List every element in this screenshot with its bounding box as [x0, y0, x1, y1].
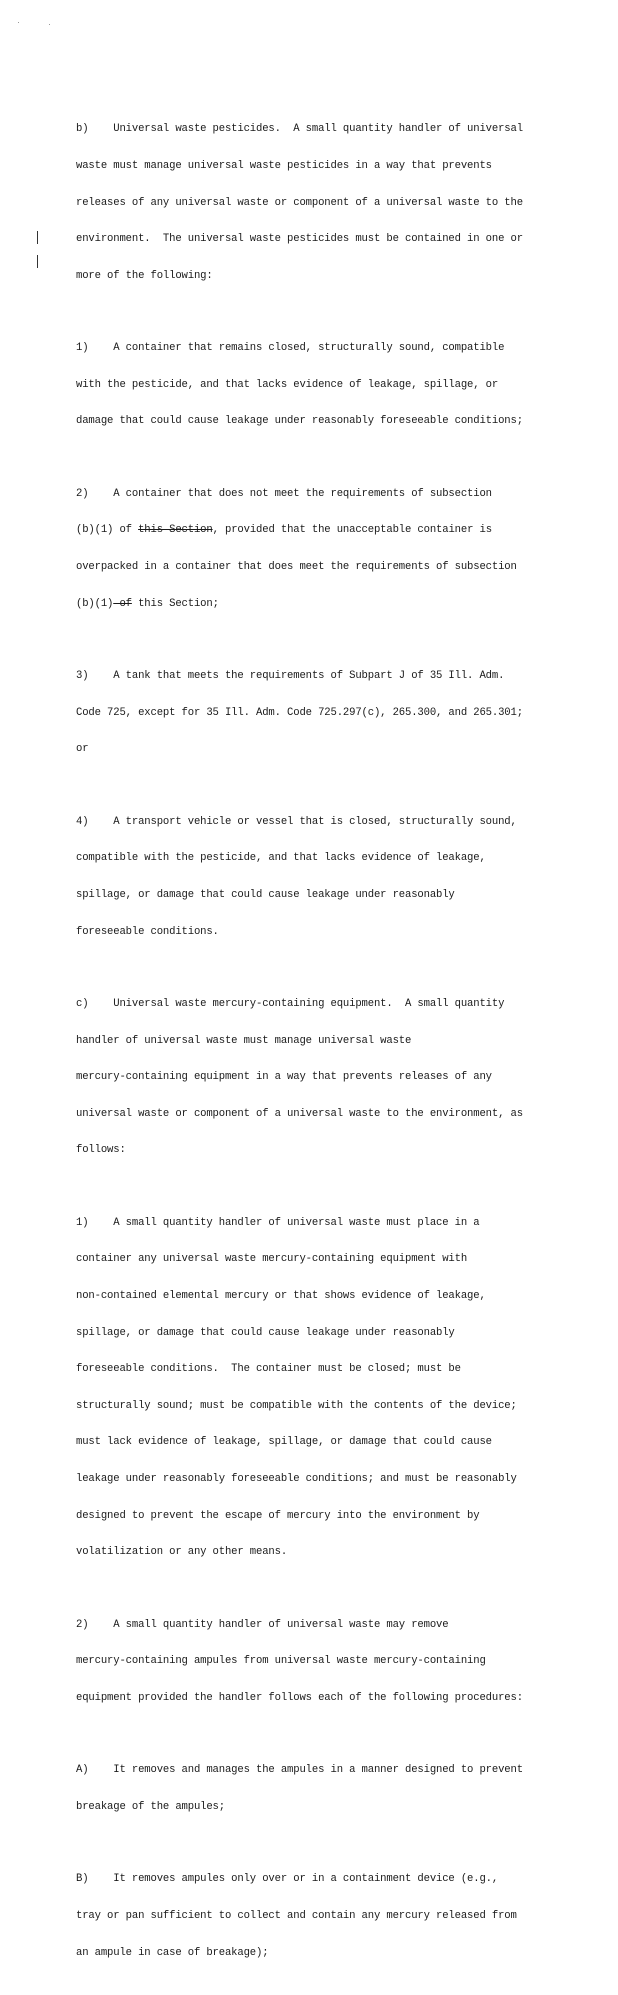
text-line: leakage under reasonably foreseeable conditions; and must be reasonably: [76, 1473, 517, 1486]
text-line: A) It removes and manages the ampules in a manner designed to prevent: [76, 1764, 523, 1777]
text-segment: this Section;: [131, 597, 219, 610]
text-line: b) Universal waste pesticides. A small quantity handler of universal: [76, 123, 523, 136]
text-line: designed to prevent the escape of mercury into the environment by: [76, 1509, 480, 1522]
paragraph-b1: [76, 318, 546, 452]
text-line: 1) A small quantity handler of universal waste must place in a: [76, 1216, 480, 1229]
text-line: handler of universal waste must manage universal waste: [76, 1034, 412, 1047]
text-line: overpacked in a container that does meet the requirements of subsection: [76, 561, 517, 574]
document-body: [76, 99, 546, 1995]
paragraph-c2: [76, 1594, 546, 1728]
text-line: structurally sound; must be compatible with the contents of the device;: [76, 1399, 517, 1412]
text-segment: (b)(1): [76, 597, 114, 610]
text-line: non-contained elemental mercury or that shows evidence of leakage,: [76, 1290, 486, 1303]
text-line: 2) A small quantity handler of universal waste may remove: [76, 1618, 449, 1631]
text-line: waste must manage universal waste pesticides in a way that prevents: [76, 160, 492, 173]
text-line: volatilization or any other means.: [76, 1546, 288, 1559]
text-line: 2) A container that does not meet the requirements of subsection: [76, 487, 492, 500]
paragraph-b3: [76, 646, 546, 780]
text-line: foreseeable conditions.: [76, 925, 219, 938]
text-line: universal waste or component of a universal waste to the environment, as: [76, 1107, 523, 1120]
text-line: spillage, or damage that could cause leakage under reasonably: [76, 888, 455, 901]
text-line: or: [76, 743, 89, 756]
text-line: container any universal waste mercury-containing equipment with: [76, 1253, 468, 1266]
text-line: with the pesticide, and that lacks evidence of leakage, spillage, or: [76, 378, 499, 391]
revision-bar: [37, 255, 38, 268]
text-line: Code 725, except for 35 Ill. Adm. Code 725.297(c), 265.300, and 265.301;: [76, 706, 523, 719]
revision-bar: [37, 231, 38, 244]
text-line: c) Universal waste mercury-containing equipment. A small quantity: [76, 997, 505, 1010]
struck-text: this Section: [138, 524, 213, 537]
text-line: tray or pan sufficient to collect and contain any mercury released from: [76, 1909, 517, 1922]
text-line: mercury-containing ampules from universal waste mercury-containing: [76, 1655, 486, 1668]
text-segment: , provided that the unacceptable container is: [212, 524, 492, 537]
text-line: equipment provided the handler follows each of the following procedures:: [76, 1691, 523, 1704]
text-line: 1) A container that remains closed, structurally sound, compatible: [76, 342, 505, 355]
text-line: spillage, or damage that could cause leakage under reasonably: [76, 1326, 455, 1339]
paragraph-c2A: [76, 1740, 546, 1838]
text-line: follows:: [76, 1144, 126, 1157]
text-line: must lack evidence of leakage, spillage, or damage that could cause: [76, 1436, 492, 1449]
paragraph-c2B: [76, 1849, 546, 1983]
text-line: environment. The universal waste pesticides must be contained in one or: [76, 233, 523, 246]
text-line: 3) A tank that meets the requirements of Subpart J of 35 Ill. Adm.: [76, 670, 505, 683]
scan-speck: [18, 22, 19, 23]
text-line-amended: [76, 524, 546, 536]
text-segment: (b)(1) of: [76, 524, 139, 537]
paragraph-c1: [76, 1192, 546, 1583]
text-line: compatible with the pesticide, and that lacks evidence of leakage,: [76, 852, 486, 865]
struck-text: of: [113, 597, 132, 610]
text-line-amended: [76, 598, 546, 610]
text-line: an ampule in case of breakage);: [76, 1946, 269, 1959]
text-line: B) It removes ampules only over or in a containment device (e.g.,: [76, 1873, 499, 1886]
paragraph-c: [76, 974, 546, 1181]
paragraph-b2: [76, 463, 546, 634]
text-line: foreseeable conditions. The container must be closed; must be: [76, 1363, 461, 1376]
text-line: 4) A transport vehicle or vessel that is closed, structurally sound,: [76, 815, 517, 828]
paragraph-b: [76, 99, 546, 306]
text-line: more of the following:: [76, 269, 213, 282]
text-line: releases of any universal waste or component of a universal waste to the: [76, 196, 523, 209]
text-line: breakage of the ampules;: [76, 1800, 225, 1813]
paragraph-b4: [76, 791, 546, 962]
text-line: damage that could cause leakage under reasonably foreseeable conditions;: [76, 415, 523, 428]
text-line: mercury-containing equipment in a way that prevents releases of any: [76, 1071, 492, 1084]
scan-speck: [49, 24, 50, 25]
